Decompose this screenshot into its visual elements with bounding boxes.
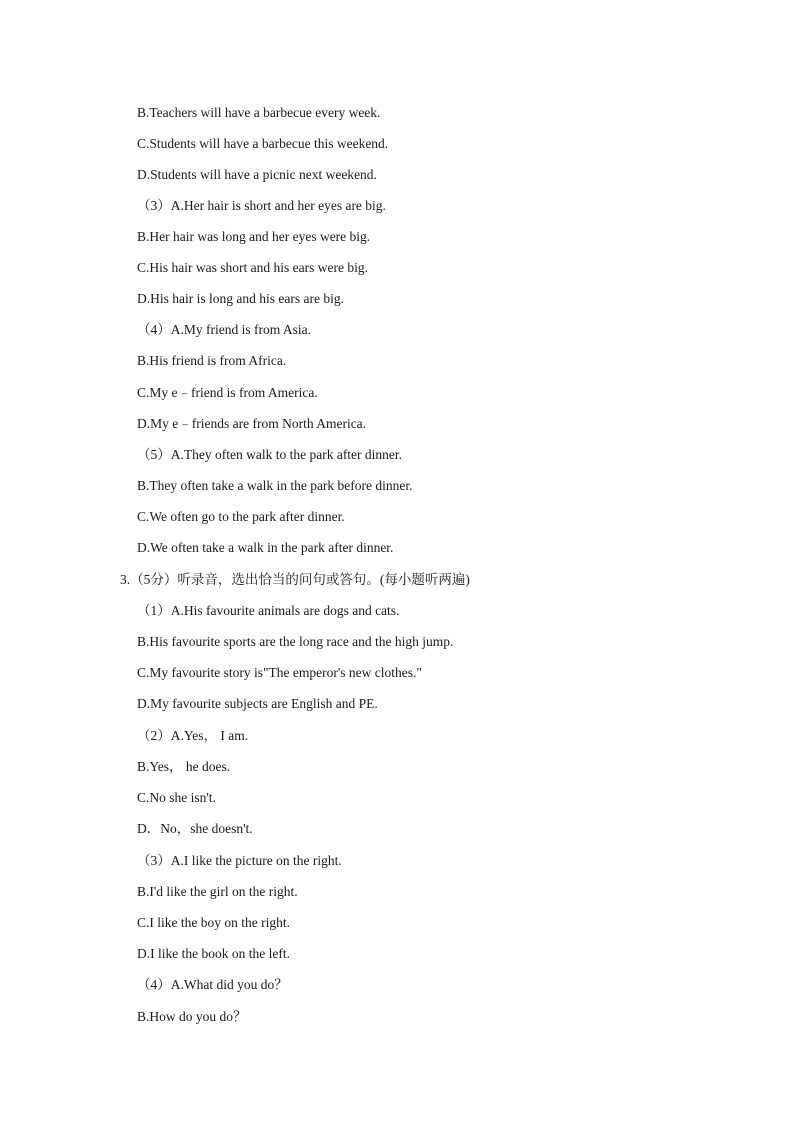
option-line: D.Students will have a picnic next weekend. <box>137 167 377 182</box>
option-line: B.His friend is from Africa. <box>137 353 287 368</box>
option-line: D.I like the book on the left. <box>137 946 290 961</box>
sub-question-line: （4）A.My friend is from Asia. <box>137 322 311 337</box>
option-line: C.Students will have a barbecue this weekend. <box>137 136 389 151</box>
option-line: C.His hair was short and his ears were big. <box>137 260 368 275</box>
option-line: D．No，she doesn't. <box>137 821 253 836</box>
option-line: D.His hair is long and his ears are big. <box>137 291 344 306</box>
option-line: C.No she isn't. <box>137 790 216 805</box>
sub-question-line: （1）A.His favourite animals are dogs and cats. <box>137 603 400 618</box>
option-line: B.I'd like the girl on the right. <box>137 884 298 899</box>
option-line: B.They often take a walk in the park before dinner. <box>137 478 413 493</box>
option-line: B.Yes， he does. <box>137 759 231 774</box>
option-line: C.We often go to the park after dinner. <box>137 509 345 524</box>
sub-question-line: （3）A.I like the picture on the right. <box>137 853 342 868</box>
option-line: C.I like the boy on the right. <box>137 915 290 930</box>
option-line: D.We often take a walk in the park after dinner. <box>137 540 394 555</box>
sub-question-line: （2）A.Yes， I am. <box>137 728 249 743</box>
option-line: D.My e﹣friends are from North America. <box>137 416 367 431</box>
option-line: B.His favourite sports are the long race and the high jump. <box>137 634 454 649</box>
option-line: C.My favourite story is"The emperor's new clothes." <box>137 665 422 680</box>
option-line: B.Her hair was long and her eyes were big. <box>137 229 371 244</box>
option-line: B.Teachers will have a barbecue every week. <box>137 105 381 120</box>
option-line: C.My e﹣friend is from America. <box>137 385 318 400</box>
question-heading: 3.（5分）听录音，选出恰当的问句或答句。(每小题听两遍) <box>120 572 470 587</box>
option-line: B.How do you do？ <box>137 1009 247 1024</box>
sub-question-line: （5）A.They often walk to the park after dinner. <box>137 447 403 462</box>
sub-question-line: （3）A.Her hair is short and her eyes are big. <box>137 198 386 213</box>
sub-question-line: （4）A.What did you do？ <box>137 977 288 992</box>
option-line: D.My favourite subjects are English and PE. <box>137 696 378 711</box>
